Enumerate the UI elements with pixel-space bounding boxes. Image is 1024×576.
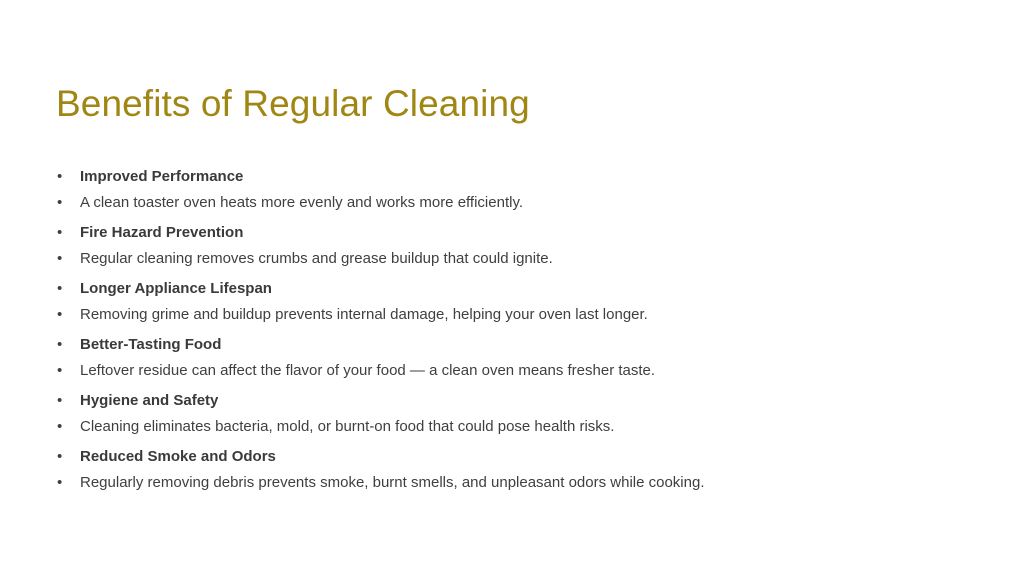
- benefit-heading-line: [56, 164, 956, 190]
- benefit-heading-line: [56, 444, 956, 470]
- benefit-detail-line: [56, 190, 956, 216]
- benefit-heading-line: [56, 332, 956, 358]
- bullet-icon: •: [57, 306, 63, 323]
- bullet-icon: •: [57, 250, 63, 267]
- benefit-item: [56, 388, 956, 440]
- bullet-icon: •: [57, 224, 63, 241]
- benefit-detail: Removing grime and buildup prevents internal damage, helping your oven last longer.: [80, 306, 648, 323]
- benefit-detail-line: [56, 358, 956, 384]
- benefit-detail-line: [56, 470, 956, 496]
- bullet-icon: •: [57, 336, 63, 353]
- benefit-detail: Leftover residue can affect the flavor of your food — a clean oven means fresher taste.: [80, 362, 656, 379]
- benefit-heading: Hygiene and Safety: [80, 392, 219, 409]
- bullet-icon: •: [57, 194, 63, 211]
- bullet-icon: •: [57, 418, 63, 435]
- benefit-detail: Cleaning eliminates bacteria, mold, or burnt-on food that could pose health risks.: [80, 418, 615, 435]
- benefit-heading-line: [56, 388, 956, 414]
- bullet-icon: •: [57, 392, 63, 409]
- bullet-icon: •: [57, 362, 63, 379]
- benefit-item: [56, 444, 956, 496]
- benefit-detail: Regularly removing debris prevents smoke, burnt smells, and unpleasant odors while cooking.: [80, 474, 705, 491]
- benefit-heading: Longer Appliance Lifespan: [80, 280, 272, 297]
- benefit-item: [56, 276, 956, 328]
- benefit-heading: Fire Hazard Prevention: [80, 224, 244, 241]
- benefit-item: [56, 220, 956, 272]
- benefit-item: [56, 164, 956, 216]
- benefit-detail: Regular cleaning removes crumbs and grease buildup that could ignite.: [80, 250, 553, 267]
- bullet-icon: •: [57, 168, 63, 185]
- benefits-list: [56, 164, 956, 500]
- benefit-heading: Reduced Smoke and Odors: [80, 448, 276, 465]
- benefit-detail: A clean toaster oven heats more evenly and works more efficiently.: [80, 194, 524, 211]
- benefit-heading: Better-Tasting Food: [80, 336, 222, 353]
- benefit-detail-line: [56, 246, 956, 272]
- bullet-icon: •: [57, 448, 63, 465]
- benefit-detail-line: [56, 302, 956, 328]
- bullet-icon: •: [57, 280, 63, 297]
- benefit-heading-line: [56, 220, 956, 246]
- bullet-icon: •: [57, 474, 63, 491]
- slide-title: Benefits of Regular Cleaning: [56, 83, 530, 124]
- benefit-heading: Improved Performance: [80, 168, 244, 185]
- benefit-item: [56, 332, 956, 384]
- benefit-detail-line: [56, 414, 956, 440]
- benefit-heading-line: [56, 276, 956, 302]
